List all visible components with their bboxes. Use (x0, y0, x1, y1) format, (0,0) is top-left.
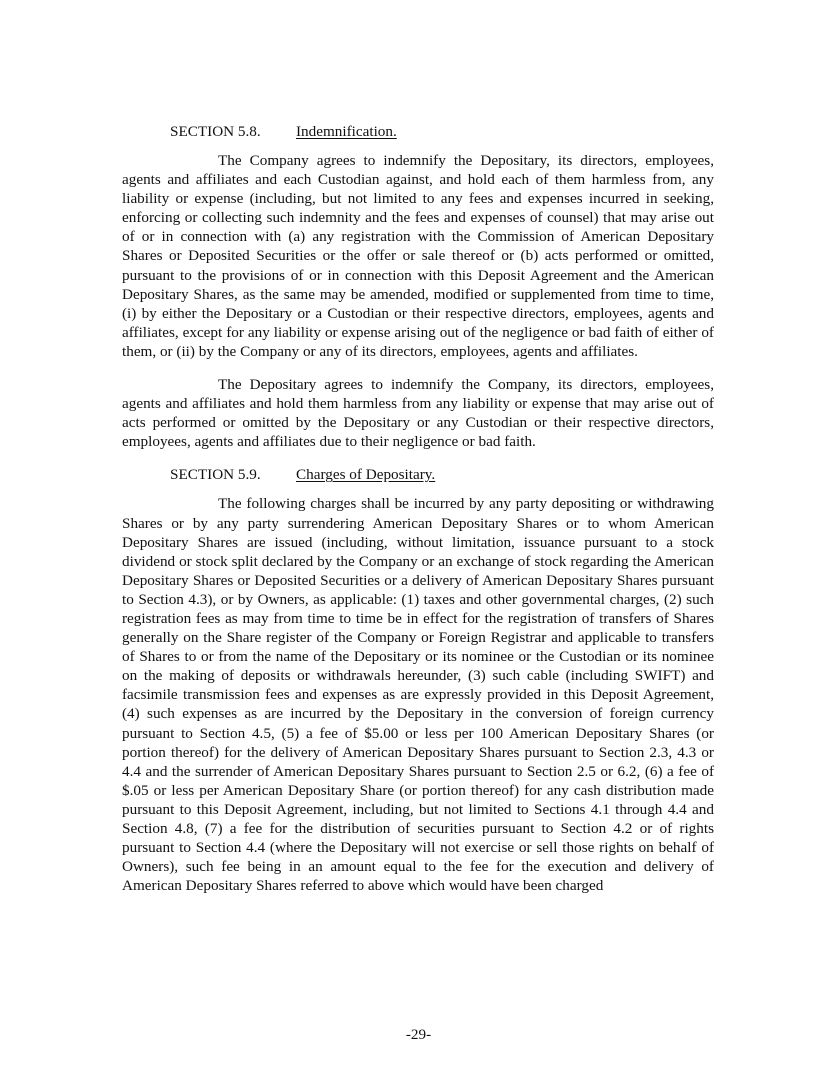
indemnification-paragraph-depositary: The Depositary agrees to indemnify the Company, its directors, employees, agents and affiliates and hold them harmless from any liability or expense that may arise out of acts performed or omitted by the Depositary or any Custodian or their respective directors, employees, agents and affiliates due to their negligence or bad faith. (122, 376, 714, 451)
section-5-8-number: SECTION 5.8. (170, 123, 261, 140)
section-5-9-title: Charges of Depositary. (296, 466, 436, 484)
indemnification-paragraph-company: The Company agrees to indemnify the Depositary, its directors, employees, agents and affiliates and each Custodian against, and hold each of them harmless from, any liability or expense (including, but not limited to any fees and expenses incurred in seeking, enforcing or collecting such indemnity and the fees and expenses of counsel) that may arise out of or in connection with (a) any registration with the Commission of American Depositary Shares or Deposited Securities or the offer or sale thereof or (b) acts performed or omitted, pursuant to the provisions of or in connection with this Deposit Agreement and the American Depositary Shares, as the same may be amended, modified or supplemented from time to time, (i) by either the Depositary or a Custodian or their respective directors, employees, agents and affiliates, except for any liability or expense arising out of the negligence or bad faith of either of them, or (ii) by the Company or any of its directors, employees, agents and affiliates. (122, 152, 714, 360)
section-5-8-title: Indemnification. (296, 123, 397, 140)
document-page (122, 114, 714, 909)
charges-paragraph: The following charges shall be incurred by any party depositing or withdrawing Shares or by any party surrendering American Depositary Shares or to whom American Depositary Shares are issued (including, without limitation, issuance pursuant to a stock dividend or stock split declared by the Company or an exchange of stock regarding the American Depositary Shares or Deposited Securities or a delivery of American Depositary Shares pursuant to Section 4.3), or by Owners, as applicable: (1) taxes and other governmental charges, (2) such registration fees as may from time to time be in effect for the registration of transfers of Shares generally on the Share register of the Company or Foreign Registrar and applicable to transfers of Shares to or from the name of the Depositary or its nominee or the Custodian or its nominee on the making of deposits or withdrawals hereunder, (3) such cable (including SWIFT) and facsimile transmission fees and expenses as are expressly provided in this Deposit Agreement, (4) such expenses as are incurred by the Depositary in the conversion of foreign currency pursuant to Section 4.5, (5) a fee of $5.00 or less per 100 American Depositary Shares (or portion thereof) for the delivery of American Depositary Shares pursuant to Section 2.3, 4.3 or 4.4 and the surrender of American Depositary Shares pursuant to Section 2.5 or 6.2, (6) a fee of $.05 or less per American Depositary Share (or portion thereof) for any cash distribution made pursuant to this Deposit Agreement, including, but not limited to Sections 4.1 through 4.4 and Section 4.8, (7) a fee for the distribution of securities pursuant to Section 4.2 or of rights pursuant to Section 4.4 (where the Depositary will not exercise or sell those rights on behalf of Owners), such fee being in an amount equal to the fee for the execution and delivery of American Depositary Shares referred to above which would have been charged (122, 495, 714, 895)
section-5-9-heading (122, 465, 714, 484)
section-5-9-number: SECTION 5.9. (170, 466, 261, 484)
section-5-8-heading (122, 122, 714, 141)
page-number: -29- (405, 1026, 432, 1043)
